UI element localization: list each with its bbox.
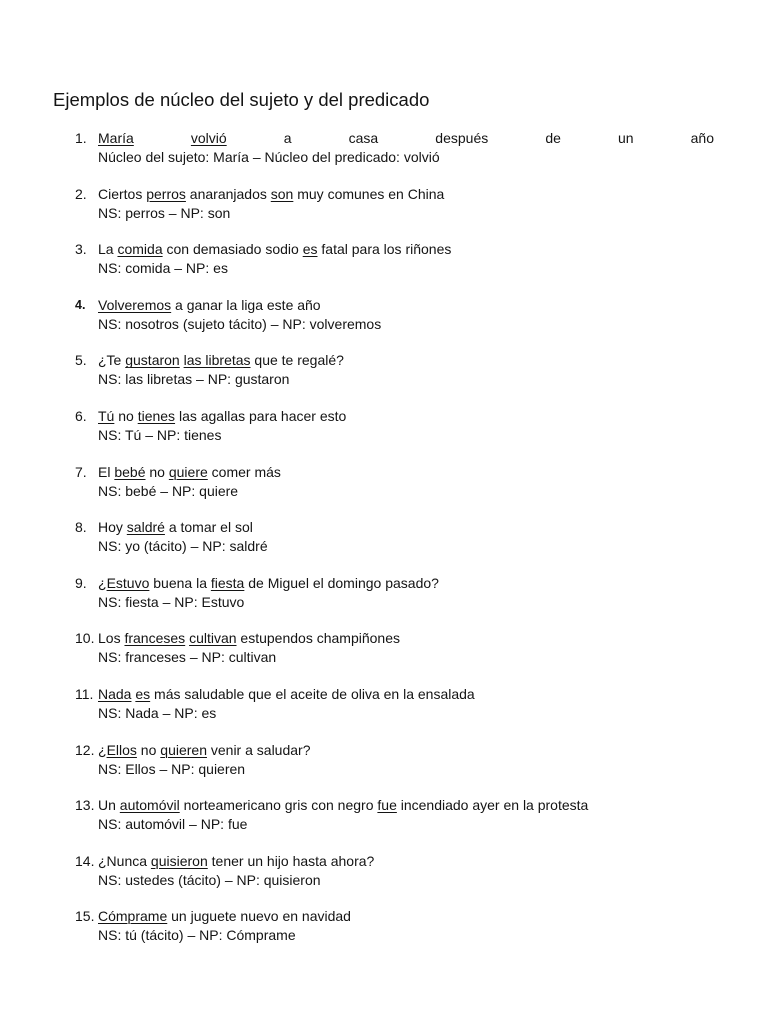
nucleus-analysis: NS: perros – NP: son	[98, 204, 231, 221]
sentence-text: fatal para los riñones	[317, 241, 452, 258]
underlined-nucleus: es	[302, 241, 318, 258]
nucleus-analysis: NS: ustedes (tácito) – NP: quisieron	[98, 871, 321, 888]
underlined-nucleus: Cómprame	[98, 908, 168, 925]
underlined-nucleus: es	[135, 685, 151, 702]
item-number: 5.	[75, 352, 87, 369]
underlined-nucleus: Volveremos	[98, 296, 172, 313]
example-sentence	[98, 907, 714, 926]
sentence-text: a casa después de un año	[226, 130, 714, 146]
example-item	[75, 907, 715, 945]
sentence-text: ¿	[98, 574, 107, 591]
sentence-text	[134, 130, 191, 146]
item-body	[98, 407, 714, 445]
underlined-nucleus: franceses	[124, 630, 186, 647]
sentence-text: La	[98, 241, 118, 258]
sentence-text: a ganar la liga este año	[171, 296, 321, 313]
item-number: 8.	[75, 519, 87, 536]
example-sentence	[98, 574, 714, 593]
sentence-text: ¿	[98, 741, 107, 758]
item-body	[98, 185, 714, 223]
item-number: 2.	[75, 185, 87, 202]
sentence-text: estupendos champiñones	[236, 630, 400, 647]
underlined-nucleus: tienes	[137, 407, 176, 424]
example-item	[75, 407, 715, 445]
sentence-text: ¿Te	[98, 352, 126, 369]
item-body	[98, 685, 714, 723]
underlined-nucleus: volvió	[190, 130, 227, 146]
underlined-nucleus: Estuvo	[106, 574, 150, 591]
sentence-text: que te regalé?	[250, 352, 344, 369]
underlined-nucleus: bebé	[114, 463, 146, 480]
example-item	[75, 185, 715, 223]
nucleus-analysis: NS: automóvil – NP: fue	[98, 816, 248, 833]
sentence-text: Los	[98, 630, 125, 647]
sentence-text: muy comunes en China	[293, 185, 445, 202]
nucleus-analysis: Núcleo del sujeto: María – Núcleo del predicado: volvió	[98, 149, 440, 165]
sentence-text: las agallas para hacer esto	[175, 407, 347, 424]
underlined-nucleus: fue	[377, 797, 397, 814]
underlined-nucleus: cultivan	[189, 630, 237, 647]
sentence-text: un juguete nuevo en navidad	[167, 908, 351, 925]
example-item	[75, 518, 715, 556]
underlined-nucleus: Tú	[98, 407, 115, 424]
example-sentence	[98, 351, 714, 370]
sentence-text: no	[145, 463, 169, 480]
item-body	[98, 907, 714, 945]
example-item	[75, 351, 715, 389]
example-sentence	[98, 852, 714, 871]
underlined-nucleus: Ellos	[106, 741, 137, 758]
item-number: 15.	[75, 908, 95, 925]
sentence-text: no	[136, 741, 161, 758]
example-sentence	[98, 629, 714, 648]
example-sentence	[98, 240, 714, 259]
document-title: Ejemplos de núcleo del sujeto y del predicado	[53, 89, 430, 110]
item-body	[98, 351, 714, 389]
example-item	[75, 685, 715, 723]
example-item	[75, 296, 715, 334]
example-sentence	[98, 741, 714, 760]
nucleus-analysis: NS: nosotros (sujeto tácito) – NP: volveremos	[98, 315, 382, 332]
underlined-nucleus: María	[98, 130, 134, 146]
example-item	[75, 796, 715, 834]
item-body	[98, 240, 714, 278]
example-item	[75, 463, 715, 501]
item-number: 6.	[75, 407, 87, 424]
sentence-text: incendiado ayer en la protesta	[396, 797, 589, 814]
nucleus-analysis: NS: Nada – NP: es	[98, 704, 217, 721]
example-sentence	[98, 685, 714, 704]
example-item	[75, 240, 715, 278]
item-body	[98, 463, 714, 501]
sentence-text: norteamericano gris con negro	[179, 797, 378, 814]
item-body	[98, 629, 714, 667]
item-number: 7.	[75, 463, 87, 480]
sentence-text: Ciertos	[98, 185, 147, 202]
underlined-nucleus: gustaron	[125, 352, 180, 369]
example-item	[75, 574, 715, 612]
example-sentence	[98, 185, 714, 204]
item-number: 9.	[75, 574, 87, 591]
sentence-text: con demasiado sodio	[162, 241, 303, 258]
example-sentence	[98, 796, 714, 815]
item-number: 14.	[75, 852, 95, 869]
underlined-nucleus: quieren	[160, 741, 207, 758]
example-item	[75, 741, 715, 779]
nucleus-analysis: NS: Ellos – NP: quieren	[98, 760, 246, 777]
item-number: 12.	[75, 741, 95, 758]
nucleus-analysis: NS: tú (tácito) – NP: Cómprame	[98, 927, 296, 944]
sentence-text: anaranjados	[185, 185, 271, 202]
sentence-text: ¿Nunca	[98, 852, 151, 869]
item-body	[98, 518, 714, 556]
examples-list	[75, 129, 715, 963]
nucleus-analysis: NS: franceses – NP: cultivan	[98, 649, 277, 666]
item-body	[98, 574, 714, 612]
nucleus-analysis: NS: Tú – NP: tienes	[98, 426, 222, 443]
example-sentence	[98, 518, 714, 537]
underlined-nucleus: quiere	[168, 463, 208, 480]
item-number: 3.	[75, 241, 87, 258]
sentence-text: buena la	[149, 574, 211, 591]
nucleus-analysis: NS: yo (tácito) – NP: saldré	[98, 538, 268, 555]
example-sentence	[98, 407, 714, 426]
item-number: 10.	[75, 630, 95, 647]
sentence-text: de Miguel el domingo pasado?	[244, 574, 439, 591]
sentence-text: venir a saludar?	[206, 741, 311, 758]
nucleus-analysis: NS: comida – NP: es	[98, 260, 228, 277]
underlined-nucleus: automóvil	[119, 797, 180, 814]
sentence-text: no	[114, 407, 138, 424]
sentence-text: Un	[98, 797, 120, 814]
sentence-text: a tomar el sol	[164, 519, 253, 536]
example-sentence	[98, 296, 714, 315]
nucleus-analysis: NS: las libretas – NP: gustaron	[98, 371, 290, 388]
underlined-nucleus: Nada	[98, 685, 132, 702]
item-body	[98, 796, 714, 834]
nucleus-analysis: NS: fiesta – NP: Estuvo	[98, 593, 245, 610]
underlined-nucleus: son	[270, 185, 294, 202]
example-sentence	[98, 129, 714, 148]
item-number: 13.	[75, 797, 95, 814]
underlined-nucleus: fiesta	[210, 574, 245, 591]
item-body	[98, 741, 714, 779]
example-sentence	[98, 463, 714, 482]
item-body	[98, 852, 714, 890]
nucleus-analysis: NS: bebé – NP: quiere	[98, 482, 239, 499]
underlined-nucleus: las libretas	[183, 352, 251, 369]
sentence-text: El	[98, 463, 115, 480]
example-item	[75, 629, 715, 667]
sentence-text: Hoy	[98, 519, 127, 536]
underlined-nucleus: quisieron	[150, 852, 208, 869]
item-number: 4.	[75, 297, 86, 312]
sentence-text: más saludable que el aceite de oliva en la ensalada	[150, 685, 475, 702]
item-body	[98, 129, 714, 167]
item-body	[98, 296, 714, 334]
underlined-nucleus: saldré	[126, 519, 165, 536]
underlined-nucleus: perros	[146, 185, 186, 202]
item-number: 11.	[75, 685, 94, 702]
example-item	[75, 852, 715, 890]
item-number: 1.	[75, 130, 87, 146]
underlined-nucleus: comida	[117, 241, 163, 258]
sentence-text: tener un hijo hasta ahora?	[207, 852, 375, 869]
example-item	[75, 129, 715, 167]
sentence-text: comer más	[207, 463, 281, 480]
